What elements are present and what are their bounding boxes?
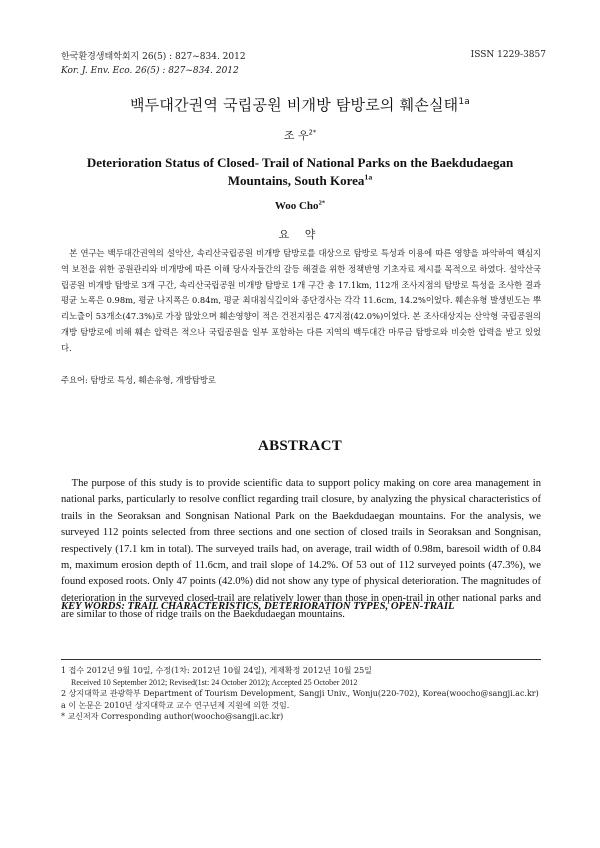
footnotes <box>61 665 541 723</box>
journal-header <box>61 50 246 78</box>
author-korean-footnote-mark: 2* <box>308 128 317 137</box>
keywords-korean: 주요어: 탐방로 특성, 훼손유형, 개방탐방로 <box>61 375 216 385</box>
author-english-name: Woo Cho <box>274 200 319 212</box>
title-english-line-1: Deterioration Status of Closed- Trail of National Parks on the Baekdudaegan <box>86 155 514 170</box>
abstract-english-body: The purpose of this study is to provide scientific data to support policy making on core area management in national parks, particularly to resolve conflict regarding trail closure, by analyzing the physical characteristics of trails in the Seoraksan and Songnisan National Park on the Baekdudaegan mountains. For the analysis, we surveyed 112 points selected from three sections and one section of closed trails in Seoraksan and Songnisan, respectively (17.1 km in total). The surveyed trails had, on average, trail width of 0.98m, baresoil width of 0.84 m, maximum erosion depth of 11.6cm, and trail slope of 14.2%. Of 53 out of 112 surveyed points (47.3%), we found exposed roots. Only 47 points (42.0%) did not show any type of physical deterioration. The magnitudes of deterioration in the surveyed closed-trail are relatively lower than those in open-trail in other national parks and are similar to those of ridge trails on the Baekdudaegan mountains. <box>61 478 541 621</box>
journal-citation-ko: 한국환경생태학회지 26(5) : 827~834. 2012 <box>61 52 246 62</box>
journal-citation-en: Kor. J. Env. Eco. 26(5) : 827~834. 2012 <box>61 66 239 76</box>
title-korean <box>0 94 600 115</box>
title-korean-footnote-mark: 1a <box>458 97 471 107</box>
title-english-line-2-text: Mountains, South Korea <box>227 173 365 188</box>
footnote-corresponding: * 교신저자 Corresponding author(woocho@sangji.ac.kr) <box>61 712 284 721</box>
author-english <box>0 200 600 212</box>
footnote-2: 2 상지대학교 관광학부 Department of Tourism Development, Sangji Univ., Wonju(220-702), Korea(woocho@sangji.ac.kr) <box>61 689 539 698</box>
author-english-footnote-mark: 2* <box>318 199 326 207</box>
abstract-korean-body: 본 연구는 백두대간권역의 설악산, 속리산국립공원 비개방 탐방로를 대상으로 탐방로 특성과 이용에 따른 영향을 파악하여 핵심지역 보전을 위한 공원관리와 비개방에 따른 이해 당사자들간의 갈등 해결을 위한 정책반영 기초자료 제시를 목적으로 하였다. 설악산국립공원 비개방 탐방로 3개 구간, 속리산국립공원 비개방 탐방로 1개 구간 총 17.1km, 112개 조사지점의 탐방로 특성을 조사한 결과 평균 노폭은 0.98m, 평균 나지폭은 0.84m, 평균 최대침식깊이와 종단경사는 각각 11.6cm, 14.2%이었다. 훼손유형 발생빈도는 뿌리노출이 53개소(47.3%)로 가장 많았으며 훼손영향이 적은 건전지점은 47지점(42.0%)이었다. 본 조사대상지는 산악형 국립공원의 개방 탐방로에 비해 훼손 압력은 적으나 국립공원을 일부 포함하는 다른 지역의 백두대간 마루금 탐방로와 비슷한 압력을 받고 있었다. <box>61 248 541 353</box>
title-english-line-2 <box>60 172 540 190</box>
title-korean-text: 백두대간권역 국립공원 비개방 탐방로의 훼손실태 <box>129 96 459 114</box>
author-korean <box>0 127 600 143</box>
author-korean-name: 조 우 <box>283 129 309 142</box>
keywords-english: KEY WORDS: TRAIL CHARACTERISTICS, DETERIORATION TYPES, OPEN-TRAIL <box>61 601 455 612</box>
footnote-divider <box>61 659 541 660</box>
footnote-1-english: Received 10 September 2012; Revised(1st: 24 October 2012); Accepted 25 October 2012 <box>71 677 358 687</box>
abstract-korean-heading: 요 약 <box>278 228 322 241</box>
issn-label: ISSN 1229-3857 <box>470 50 546 60</box>
footnote-1-korean: 1 접수 2012년 9월 10일, 수정(1차: 2012년 10월 24일), 게재확정 2012년 10월 25일 <box>61 666 372 675</box>
title-english <box>60 154 540 190</box>
title-english-footnote-mark: 1a <box>364 172 373 182</box>
footnote-a: a 이 논문은 2010년 상지대학교 교수 연구년제 지원에 의한 것임. <box>61 700 290 710</box>
abstract-english-heading: ABSTRACT <box>257 438 343 454</box>
